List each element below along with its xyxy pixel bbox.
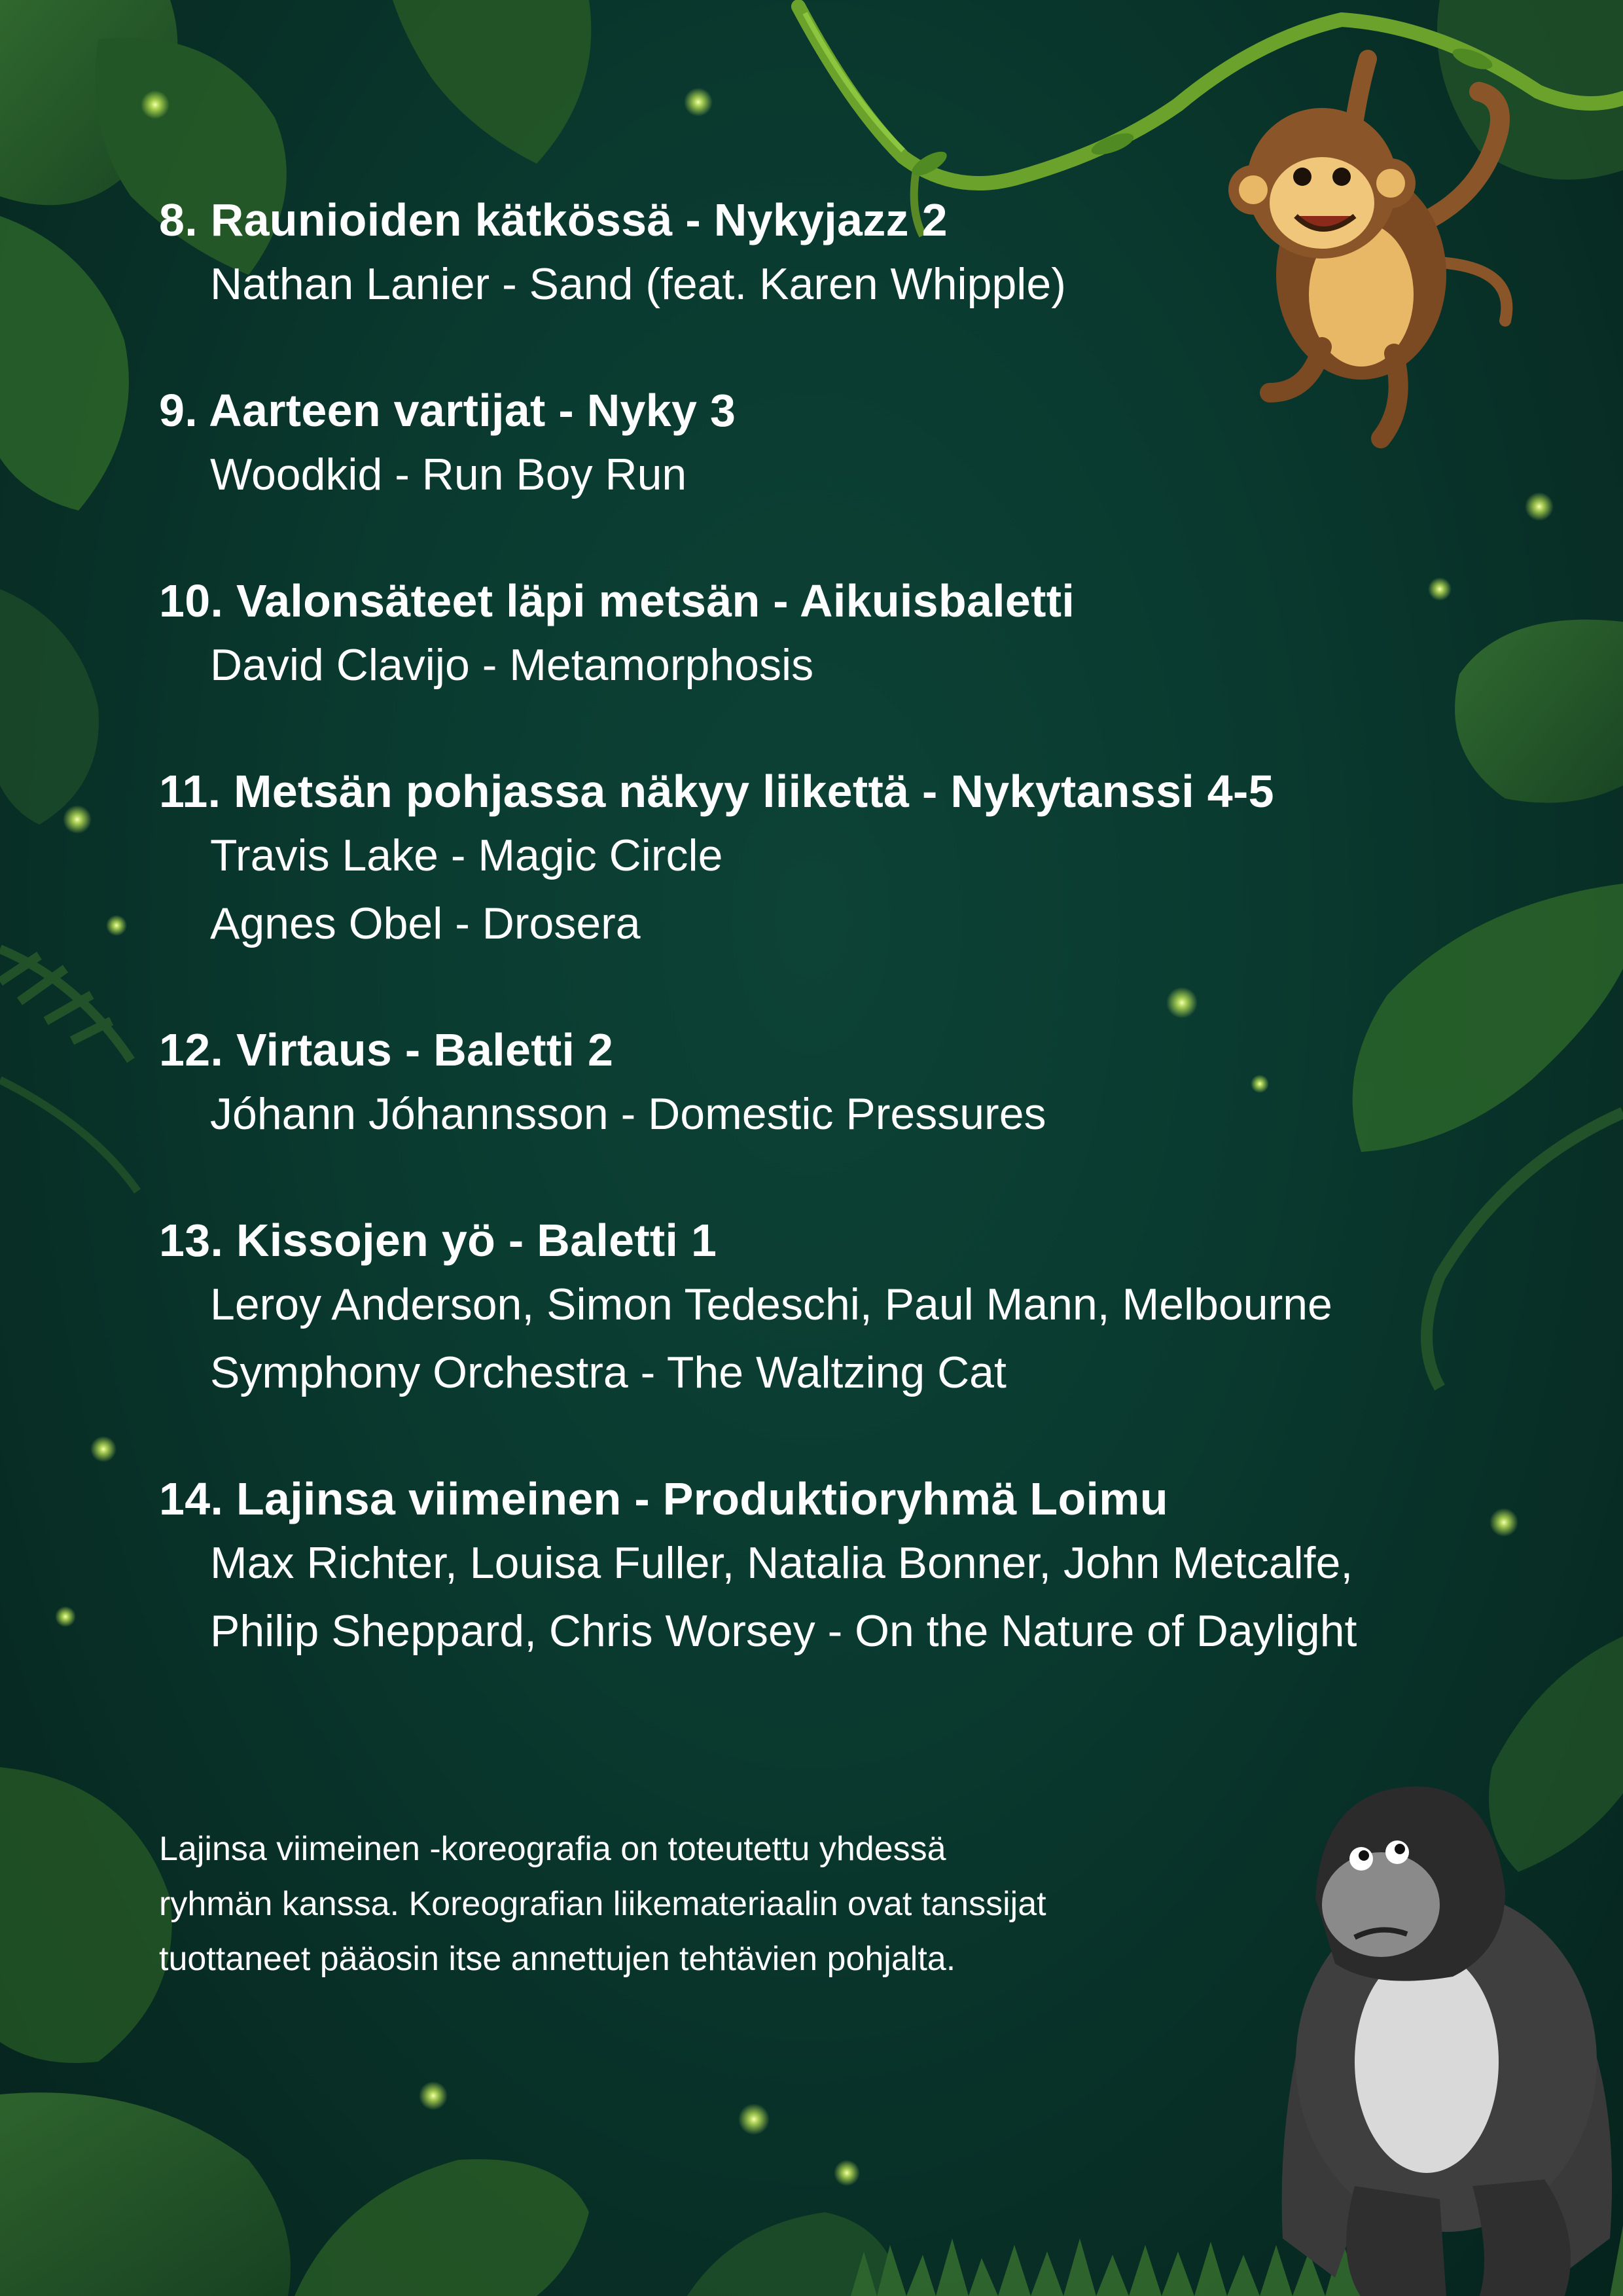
item-track: Leroy Anderson, Simon Tedeschi, Paul Mann, Melbourne [210, 1280, 1332, 1329]
item-title: 8. Raunioiden kätkössä - Nykyjazz 2 [159, 194, 948, 245]
item-track: David Clavijo - Metamorphosis [210, 640, 814, 690]
item-track: Jóhann Jóhannsson - Domestic Pressures [210, 1089, 1046, 1139]
program-item [159, 380, 1533, 509]
item-title: 11. Metsän pohjassa näkyy liikettä - Nykytanssi 4-5 [159, 766, 1274, 817]
note-line: tuottaneet pääosin itse annettujen tehtävien pohjalta. [159, 1940, 956, 1978]
item-title: 9. Aarteen vartijat - Nyky 3 [159, 385, 736, 436]
item-title: 10. Valonsäteet läpi metsän - Aikuisbaletti [159, 575, 1075, 626]
note-line: Lajinsa viimeinen -koreografia on toteutettu yhdessä [159, 1830, 946, 1868]
item-track: Max Richter, Louisa Fuller, Natalia Bonner, John Metcalfe, [210, 1538, 1353, 1588]
item-track: Travis Lake - Magic Circle [210, 831, 723, 880]
choreography-note [159, 1821, 1272, 1986]
program-item [159, 1469, 1533, 1665]
program-item [159, 1210, 1533, 1407]
program-item [159, 571, 1533, 699]
item-title: 13. Kissojen yö - Baletti 1 [159, 1215, 717, 1266]
item-track: Agnes Obel - Drosera [210, 899, 641, 948]
item-track: Symphony Orchestra - The Waltzing Cat [210, 1348, 1007, 1397]
program-list [159, 190, 1533, 1727]
gorilla-illustration [1282, 1786, 1613, 2296]
item-track: Woodkid - Run Boy Run [210, 450, 687, 499]
program-item [159, 761, 1533, 958]
program-item [159, 1020, 1533, 1148]
program-item [159, 190, 1533, 318]
item-title: 14. Lajinsa viimeinen - Produktioryhmä Loimu [159, 1473, 1168, 1524]
item-track: Nathan Lanier - Sand (feat. Karen Whipple) [210, 259, 1066, 309]
note-line: ryhmän kanssa. Koreografian liikemateriaalin ovat tanssijat [159, 1885, 1046, 1923]
item-title: 12. Virtaus - Baletti 2 [159, 1024, 614, 1075]
item-track: Philip Sheppard, Chris Worsey - On the Nature of Daylight [210, 1606, 1357, 1656]
